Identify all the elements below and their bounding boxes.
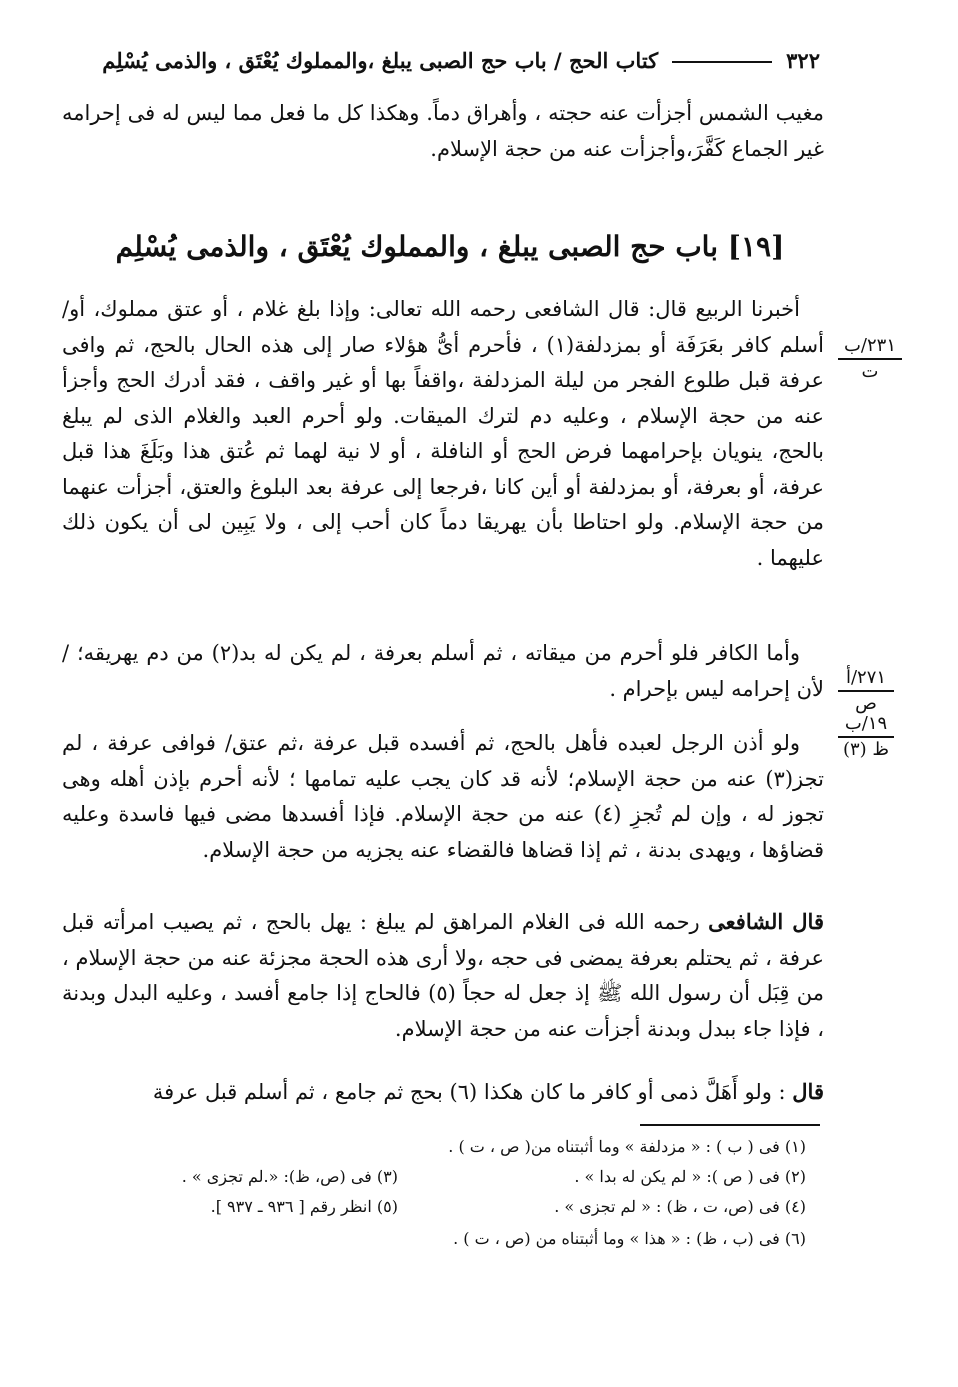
chapter-title: [١٩] باب حج الصبى يبلغ ، والمملوك يُعْتَق ، والذمى يُسْلِم [115,230,785,263]
footnote-rule [640,1124,820,1126]
footnote-1: (١) فى ( ب ) : « مزدلفة » وما أثبتناه من( ص ، ت ) . [448,1137,806,1156]
margin-note-3 [838,714,894,760]
paragraph-1: أخبرنا الربيع قال: قال الشافعى رحمه الله تعالى: وإذا بلغ غلام ، أو عتق مملوك، أو/ أسلم كافر بعَرَفَة أو بمزدلفة(١) ، فأحرم أىُّ هؤلاء صار إلى هذه الحال بالحج، ثم وافى عرفة قبل طلوع الفجر من ليلة المزدلفة ،واقفاً بها أو غير واقف ، فقد أدرك الحج وأجزأ عنه من حجة الإسلام ، وعليه دم لترك الميقات. ولو أحرم العبد والغلام الذى لم يبلغ بالحج، ينويان بإحرامهما فرض الحج أو النافلة ، أو لا نية لهما ثم عُتق هذا وبَلَغَ هذا قبل عرفة، أو بعرفة، أو بمزدلفة أو أين كانا ،فرجعا إلى عرفة بعد البلوغ والعتق، أجزأت عنهما من حجة الإسلام. ولو احتاطا بأن يهريقا دماً كان أحب إلى ، ولا يَبِين لى أن يكون ذلك عليهما . [62,297,824,570]
margin-note-2-folio: ٢٧١/أ [838,668,894,692]
paragraph-2: وأما الكافر فلو أحرم من ميقاته ، ثم أسلم بعرفة ، لم يكن له بد(٢) من دم يهريقه؛ / لأن إحرامه ليس بإحرام . [62,641,824,701]
paragraph-4-lead: قال الشافعى [708,909,824,934]
margin-note-1 [838,336,902,382]
paragraph-5-text: : ولو أَهَلَّ ذمى أو كافر ما كان هكذا (٦) بحج ثم جامع ، ثم أسلم قبل عرفة [152,1080,786,1104]
footnote-3: (٣) فى (ص، ظ): «.لم تجزى » . [181,1167,398,1186]
footnote-2: (٢) فى ( ص ): « لم يكن له بدا » . [574,1167,806,1186]
paragraph-5 [62,1074,824,1111]
margin-note-3-folio: ١٩/ب [838,714,894,738]
continued-paragraph: مغيب الشمس أجزأت عنه حجته ، وأهراق دماً. وهكذا كل ما فعل مما ليس له فى إحرامه غير الجماع كَفَّرَ،وأجزأت عنه من حجة الإسلام. [62,101,824,161]
footnote-4: (٤) فى (ص، ت ، ظ) : « لم تجزى » . [554,1197,806,1216]
margin-note-3-siglum: ظ (٣) [842,739,890,760]
header-rule [672,61,772,63]
paragraph-4 [62,904,824,1047]
footnote-5: (٥) انظر رقم [ ٩٣٦ ـ ٩٣٧ ]. [210,1197,398,1216]
margin-note-2-siglum: ص [855,693,877,714]
margin-note-1-folio: ٢٣١/ب [838,336,902,360]
margin-note-2 [838,668,894,714]
running-title: كتاب الحج / باب حج الصبى يبلغ ،والمملوك يُعْتَق ، والذمى يُسْلِم [102,47,659,73]
footnote-6: (٦) فى (ب ، ظ) : « هذا » وما أثبتناه من (ص ، ت ) . [453,1229,806,1248]
paragraph-5-lead: قال [792,1079,824,1104]
paragraph-3: ولو أذن الرجل لعبده فأهل بالحج، ثم أفسده قبل عرفة ،ثم عتق/ فوافى عرفة ، لم تجز(٣) عنه من حجة الإسلام؛ لأنه قد كان يجب عليه تمامها ؛ لأنه أحرم بإذن أهله وهى تجوز له ، وإن لم تُجزِ (٤) عنه من حجة الإسلام. فإذا أفسدها مضى فيها فاسدة وعليه قضاؤها ، ويهدى بدنة ، ثم إذا قضاها فالقضاء عنه يجزيه من حجة الإسلام. [62,731,824,862]
margin-note-1-siglum: ت [861,361,879,382]
page-number: ٣٢٢ [786,47,820,73]
running-header [60,40,820,80]
paragraph-4-text: رحمه الله فى الغلام المراهق لم يبلغ : يهل بالحج ، ثم يصيب امرأته قبل عرفة ، ثم يحتلم بعرفة يمضى فى حجه ،ولا أرى هذه الحجة مجزئة عنه من حجة الإسلام ، من قِبَل أن رسول الله ﷺ إذ جعل له حجاً (٥) فالحاج إذا جامع أفسد ، وعليه البدل وبدنة ، فإذا جاء ببدل وبدنة أجزأت عنه من حجة الإسلام. [62,910,825,1041]
